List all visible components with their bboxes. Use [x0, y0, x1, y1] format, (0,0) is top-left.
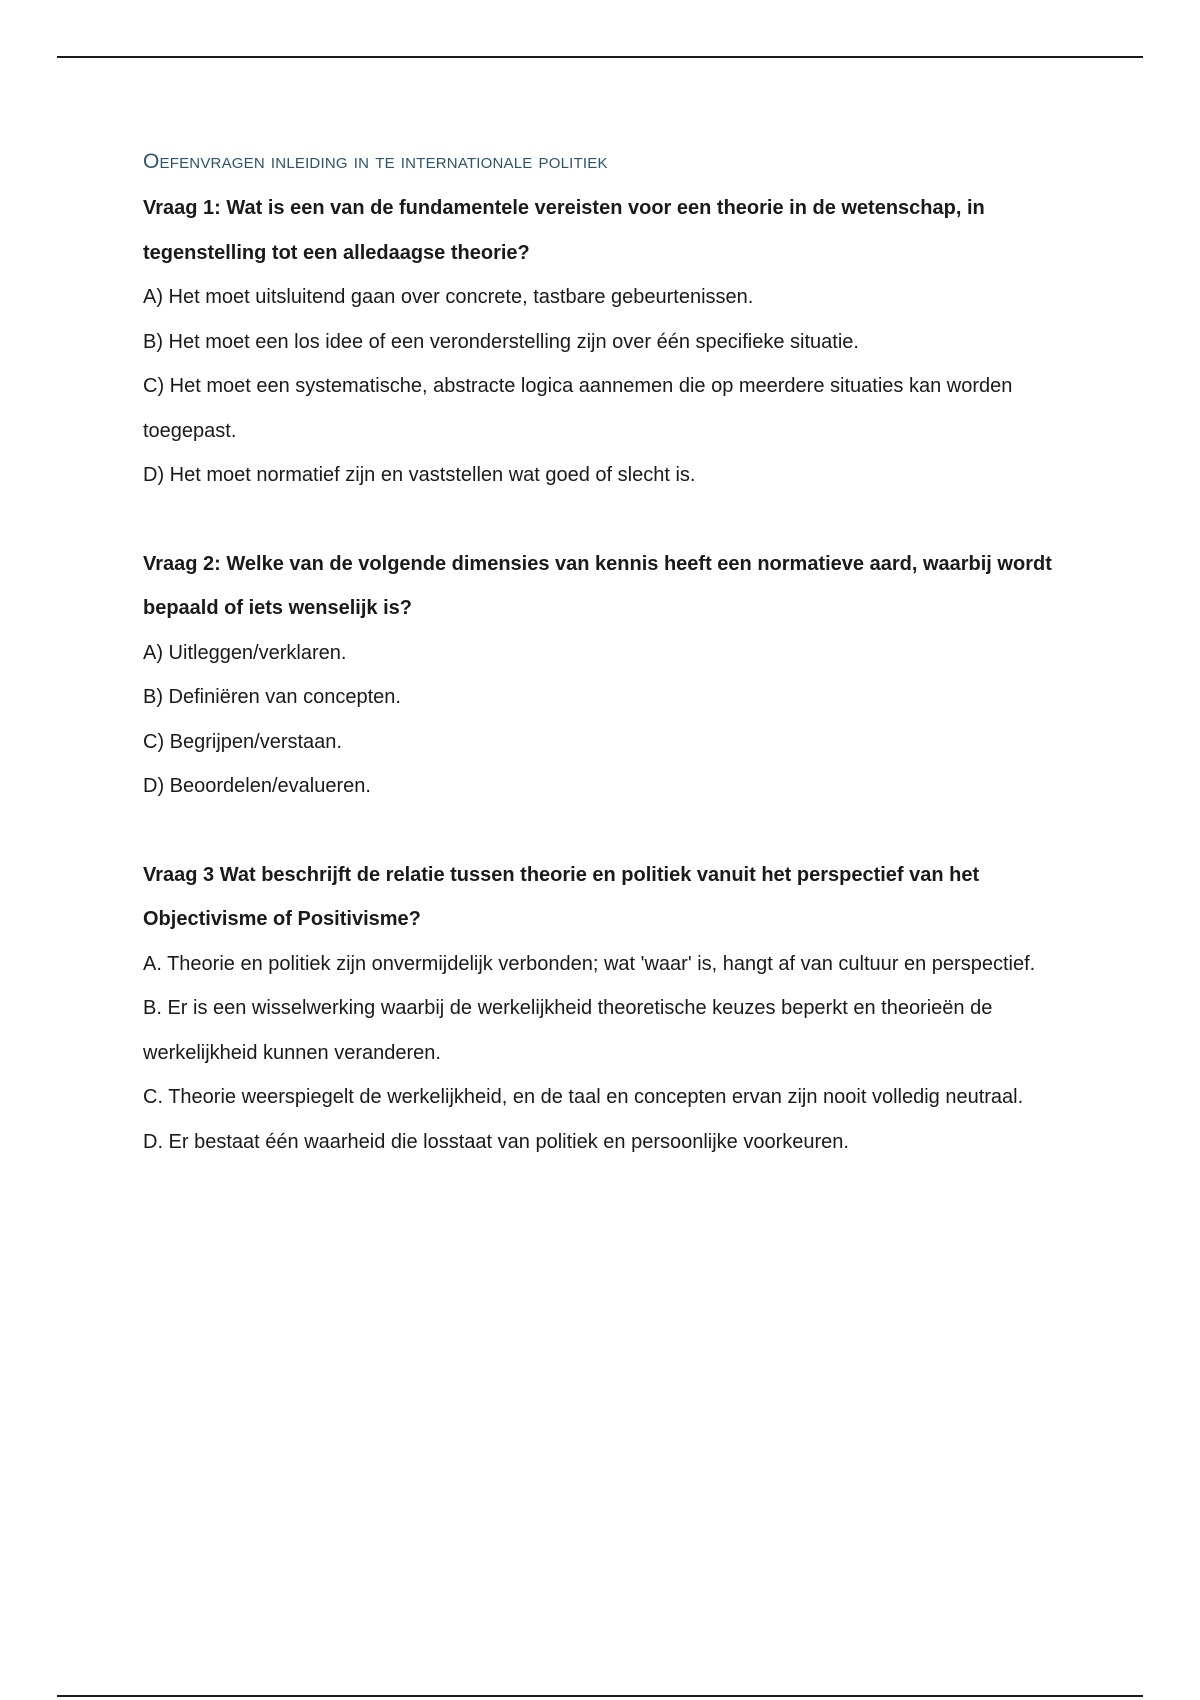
answer-option-d: D) Het moet normatief zijn en vaststellen wat goed of slecht is.	[143, 464, 696, 486]
answer-option-c: C) Het moet een systematische, abstracte logica aannemen die op meerdere situaties kan worden toegepast.	[143, 375, 1013, 442]
document-body	[143, 144, 1083, 1208]
document-title: Oefenvragen inleiding in te internationale politiek	[143, 150, 608, 173]
answer-option-b: B) Het moet een los idee of een veronderstelling zijn over één specifieke situatie.	[143, 330, 859, 353]
answer-option-a: A. Theorie en politiek zijn onvermijdelijk verbonden; wat 'waar' is, hangt af van cultuur en perspectief.	[143, 952, 1036, 975]
answer-options	[143, 942, 1083, 1165]
question-1	[143, 186, 1083, 498]
answer-option-d: D. Er bestaat één waarheid die losstaat van politiek en persoonlijke voorkeuren.	[143, 1130, 849, 1153]
answer-options	[143, 631, 1083, 809]
answer-option-c: C. Theorie weerspiegelt de werkelijkheid, en de taal en concepten ervan zijn nooit volledig neutraal.	[143, 1086, 1024, 1108]
answer-option-a: A) Het moet uitsluitend gaan over concrete, tastbare gebeurtenissen.	[143, 286, 754, 308]
answer-option-d: D) Beoordelen/evalueren.	[143, 775, 371, 797]
question-text: Vraag 1: Wat is een van de fundamentele vereisten voor een theorie in de wetenschap, in tegenstelling tot een alledaagse theorie?	[143, 197, 985, 264]
footer-rule	[57, 1695, 1143, 1697]
question-text: Vraag 2: Welke van de volgende dimensies van kennis heeft een normatieve aard, waarbij wordt bepaald of iets wenselijk is?	[143, 552, 1052, 619]
answer-option-c: C) Begrijpen/verstaan.	[143, 730, 342, 753]
question-text: Vraag 3 Wat beschrijft de relatie tussen theorie en politiek vanuit het perspectief van het Objectivisme of Positivisme?	[143, 863, 980, 930]
answer-option-b: B) Definiëren van concepten.	[143, 686, 401, 708]
header-rule	[57, 56, 1143, 58]
question-2	[143, 542, 1083, 809]
answer-option-b: B. Er is een wisselwerking waarbij de werkelijkheid theoretische keuzes beperkt en theorieën de werkelijkheid kunnen veranderen.	[143, 997, 993, 1064]
answer-option-a: A) Uitleggen/verklaren.	[143, 641, 347, 664]
question-3	[143, 853, 1083, 1165]
answer-options	[143, 275, 1083, 498]
